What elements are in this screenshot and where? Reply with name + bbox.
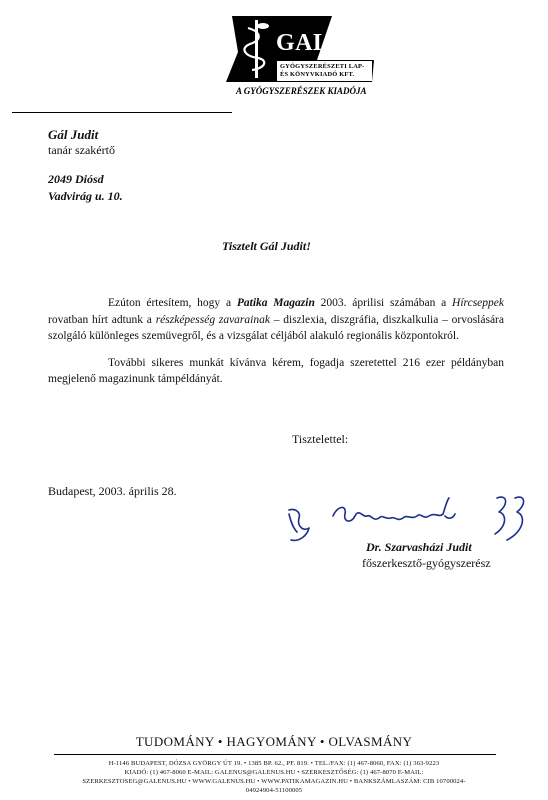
body-text-segment: Ezúton értesítem, hogy a xyxy=(108,297,237,309)
recipient-name: Gál Judit xyxy=(48,127,99,142)
footer-line-2: KIADÓ: (1) 467-8060 E-MAIL: GALENUS@GALENUS.HU • SZERKESZTŐSÉG: (1) 467-8070 E-MAIL: xyxy=(124,769,424,776)
signature-icon xyxy=(285,488,548,548)
body-paragraph-1 xyxy=(48,295,504,345)
footer-line-3: SZERKESZTOSEG@GALENUS.HU • WWW.GALENUS.HU • WWW.PATIKAMAGAZIN.HU • BANKSZÁMLASZÁM: CIB 10700024- xyxy=(82,778,466,785)
salutation: Tisztelt Gál Judit! xyxy=(222,239,311,253)
column-name: Hírcseppek xyxy=(452,297,504,309)
magazine-name: Patika Magazin xyxy=(236,297,315,309)
body-text-segment: – diszlexia, diszgráfia, diszkalkulia – orvoslására szolgáló különleges szemüvegről, és a vizsgálat céljából alakuló regionális központokról. xyxy=(48,313,504,342)
recipient-title: tanár szakértő xyxy=(48,143,115,157)
logo-subtitle-1: GYÓGYSZERÉSZETI LAP- xyxy=(280,63,365,70)
signer-title: főszerkesztő-gyógyszerész xyxy=(362,556,491,570)
body-text-segment: rovatban hírt adtunk a xyxy=(48,313,156,326)
footer-motto: TUDOMÁNY • HAGYOMÁNY • OLVASMÁNY xyxy=(135,734,413,749)
logo-subtitle-2: ÉS KÖNYVKIADÓ KFT. xyxy=(280,71,355,78)
signer-name: Dr. Szarvasházi Judit xyxy=(366,540,472,554)
logo-tagline: A GYÓGYSZERÉSZEK KIADÓJA xyxy=(236,86,367,96)
body-paragraph-2: További sikeres munkát kívánva kérem, fogadja szeretettel 216 ezer példányban megjelenő magazinunk támpéldányát. xyxy=(48,356,504,385)
footer-line-1: H-1146 BUDAPEST, DÓZSA GYÖRGY ÚT 19. • 1385 BP. 62., PF. 819. • TEL./FAX: (1) 467-8060, FAX: (1) 363-9223 xyxy=(108,760,440,767)
closing: Tisztelettel: xyxy=(292,432,349,446)
body-text-segment: 2003. áprilisi számában a xyxy=(314,297,453,309)
letter-body xyxy=(48,295,504,388)
recipient-address-city: 2049 Diósd xyxy=(48,172,104,186)
galenus-logo xyxy=(222,12,397,100)
footer-divider xyxy=(54,754,496,755)
footer-contact-info xyxy=(0,759,548,795)
footer-line-4: 04924904-51100005 xyxy=(245,787,303,794)
topic-phrase: részképesség zavarainak xyxy=(155,313,270,326)
recipient-address-street: Vadvirág u. 10. xyxy=(48,189,123,203)
place-date: Budapest, 2003. április 28. xyxy=(48,484,177,498)
logo-name: GALENUS xyxy=(276,30,396,56)
header-divider xyxy=(12,112,232,113)
